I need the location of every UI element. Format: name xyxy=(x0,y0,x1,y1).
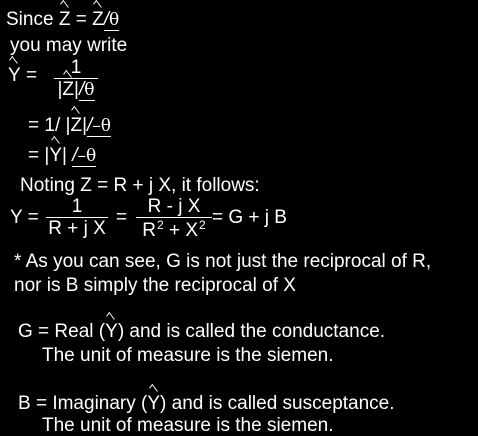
g-definition-line xyxy=(18,322,385,341)
z-hat-symbol-3: Z xyxy=(70,115,83,136)
fraction-denominator-2: R + j X xyxy=(48,218,106,239)
y-hat-symbol-3: Y xyxy=(105,321,118,342)
result-text: = G + j B xyxy=(212,207,287,228)
z-hat-symbol-2: Z xyxy=(92,9,104,30)
g-def-post: ) and is called the conductance. xyxy=(117,321,386,342)
fraction-admittance-expansion xyxy=(136,197,212,240)
y-equals-line xyxy=(8,66,37,85)
fraction-numerator-3: R - j X xyxy=(147,196,201,217)
y-hat-symbol-4: Y xyxy=(147,393,161,414)
z-hat-symbol: Z xyxy=(58,9,71,30)
g-unit-line: The unit of measure is the siemen. xyxy=(42,345,334,366)
equals-sign-2: = xyxy=(25,65,38,86)
y-eq-label: Y = xyxy=(10,207,39,228)
y-hat-symbol-2: Y xyxy=(49,145,63,166)
b-unit-line: The unit of measure is the siemen. xyxy=(42,415,334,436)
y-hat-symbol: Y xyxy=(8,65,21,86)
angle-neg-theta: /–θ xyxy=(87,115,112,136)
equals-sign: = xyxy=(75,9,87,30)
angle-neg-theta-2: /–θ xyxy=(72,145,97,166)
equals-sign-3: = xyxy=(28,145,40,166)
note-line-1: * As you can see, G is not just the reciprocal of R, xyxy=(14,251,432,272)
g-def-pre: G = Real ( xyxy=(18,321,106,342)
y-magnitude-line: = |Y| /–θ xyxy=(28,145,97,166)
b-def-post: ) and is called susceptance. xyxy=(160,393,395,414)
equals-sign-4: = xyxy=(116,207,128,228)
since-line xyxy=(6,10,119,31)
fraction-one-over-impedance xyxy=(46,197,108,238)
note-line-2: nor is B simply the reciprocal of X xyxy=(14,275,296,296)
angle-theta: /θ xyxy=(103,9,120,30)
fraction-denominator: |Z|/θ xyxy=(57,79,95,100)
fraction-one-over-z xyxy=(54,58,98,101)
fraction-numerator-2: 1 xyxy=(71,196,83,217)
reciprocal-line: = 1/ |Z|/–θ xyxy=(28,115,112,136)
fraction-denominator-3: $R^2 + X^2$ xyxy=(142,218,206,241)
noting-line: Noting Z = R + j X, it follows: xyxy=(20,175,260,196)
b-definition-line xyxy=(18,394,395,413)
fraction-numerator: 1 xyxy=(70,57,82,78)
since-text: Since xyxy=(6,9,54,30)
may-write-line: you may write xyxy=(10,35,128,56)
b-def-pre: B = Imaginary ( xyxy=(18,393,148,414)
one-over-text: = 1/ xyxy=(28,115,61,136)
